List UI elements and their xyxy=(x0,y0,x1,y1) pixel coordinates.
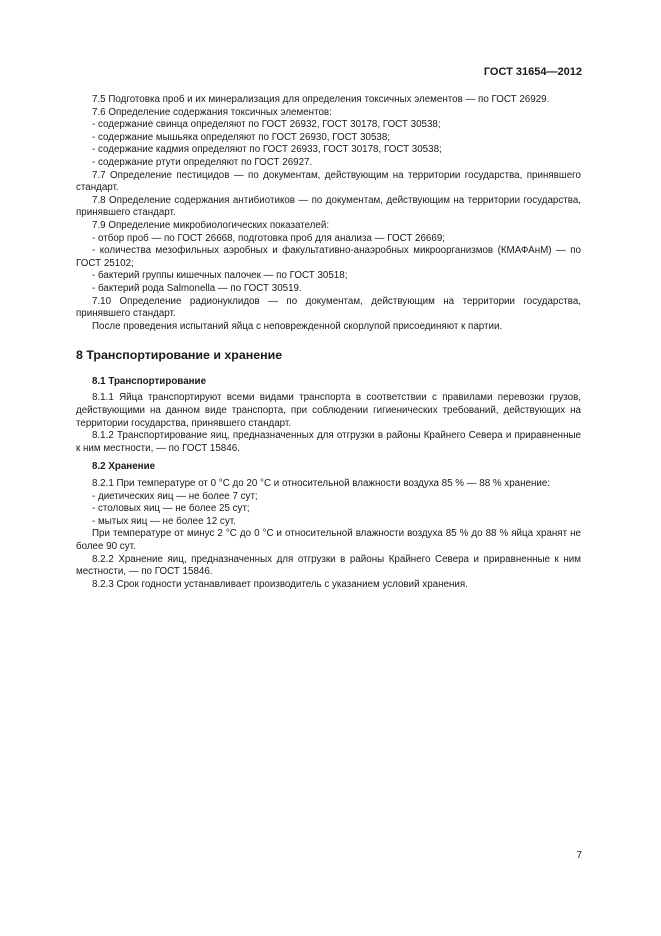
document-header: ГОСТ 31654—2012 xyxy=(483,66,582,78)
list-item: - диетических яиц — не более 7 сут; xyxy=(92,490,258,502)
list-item: - количества мезофильных аэробных и факультативно-анаэробных микроорганизмов (КМАФАнМ) — по ГОСТ 25102; xyxy=(76,245,581,269)
para-7-5: 7.5 Подготовка проб и их минерализация для определения токсичных элементов — по ГОСТ 26929. xyxy=(92,94,550,105)
page-number: 7 xyxy=(576,850,582,861)
para-8-1-1: 8.1.1 Яйца транспортируют всеми видами транспорта в соответствии с правилами перевозки грузов, действующими на данном виде транспорта, при соблюдении гигиенических требований, действующих на территории государства, принявшего стандарт. xyxy=(76,392,581,429)
subsection-heading: 8.2 Хранение xyxy=(92,461,156,473)
section-heading: 8 Транспортирование и хранение xyxy=(76,348,283,363)
para-8-2-3: 8.2.3 Срок годности устанавливает производитель с указанием условий хранения. xyxy=(92,578,468,590)
para-7-6: 7.6 Определение содержания токсичных элементов: xyxy=(92,106,332,118)
list-item: - содержание кадмия определяют по ГОСТ 26933, ГОСТ 30178, ГОСТ 30538; xyxy=(92,144,442,156)
list-item: - содержание мышьяка определяют по ГОСТ 26930, ГОСТ 30538; xyxy=(92,131,391,143)
para-8-2-2: 8.2.2 Хранение яиц, предназначенных для отгрузки в районы Крайнего Севера и приравненные к ним местности, — по ГОСТ 15846. xyxy=(76,553,581,578)
list-item: - бактерий группы кишечных палочек — по ГОСТ 30518; xyxy=(92,270,348,282)
para-8-1-2: 8.1.2 Транспортирование яиц, предназначенных для отгрузки в районы Крайнего Севера и приравненные к ним местности, — по ГОСТ 15846. xyxy=(76,430,581,454)
list-item: - бактерий рода Salmonella — по ГОСТ 30519. xyxy=(92,282,302,294)
list-item: - мытых яиц — не более 12 сут. xyxy=(92,515,236,527)
para-low-temp: При температуре от минус 2 °С до 0 °С и относительной влажности воздуха 85 % до 88 % яйца хранят не более 90 сут. xyxy=(76,528,581,552)
list-item: - отбор проб — по ГОСТ 26668, подготовка проб для анализа — ГОСТ 26669; xyxy=(92,232,445,244)
subsection-heading: 8.1 Транспортирование xyxy=(92,375,207,387)
para-7-9: 7.9 Определение микробиологических показателей: xyxy=(92,219,330,231)
document-body xyxy=(76,94,581,591)
para-after-tests: После проведения испытаний яйца с неповрежденной скорлупой присоединяют к партии. xyxy=(92,320,503,332)
list-item: - содержание свинца определяют по ГОСТ 26932, ГОСТ 30178, ГОСТ 30538; xyxy=(92,119,441,131)
para-7-7: 7.7 Определение пестицидов — по документам, действующим на территории государства, принявшего стандарт. xyxy=(76,169,581,194)
list-item: - столовых яиц — не более 25 сут; xyxy=(92,503,250,515)
para-8-2-1: 8.2.1 При температуре от 0 °С до 20 °С и относительной влажности воздуха 85 % — 88 % хранение: xyxy=(92,478,551,490)
para-7-10: 7.10 Определение радионуклидов — по документам, действующим на территории государства, принявшего стандарт. xyxy=(76,295,581,320)
list-item: - содержание ртути определяют по ГОСТ 26927. xyxy=(92,156,313,168)
para-7-8: 7.8 Определение содержания антибиотиков — по документам, действующим на территории государства, принявшего стандарт. xyxy=(76,194,581,219)
